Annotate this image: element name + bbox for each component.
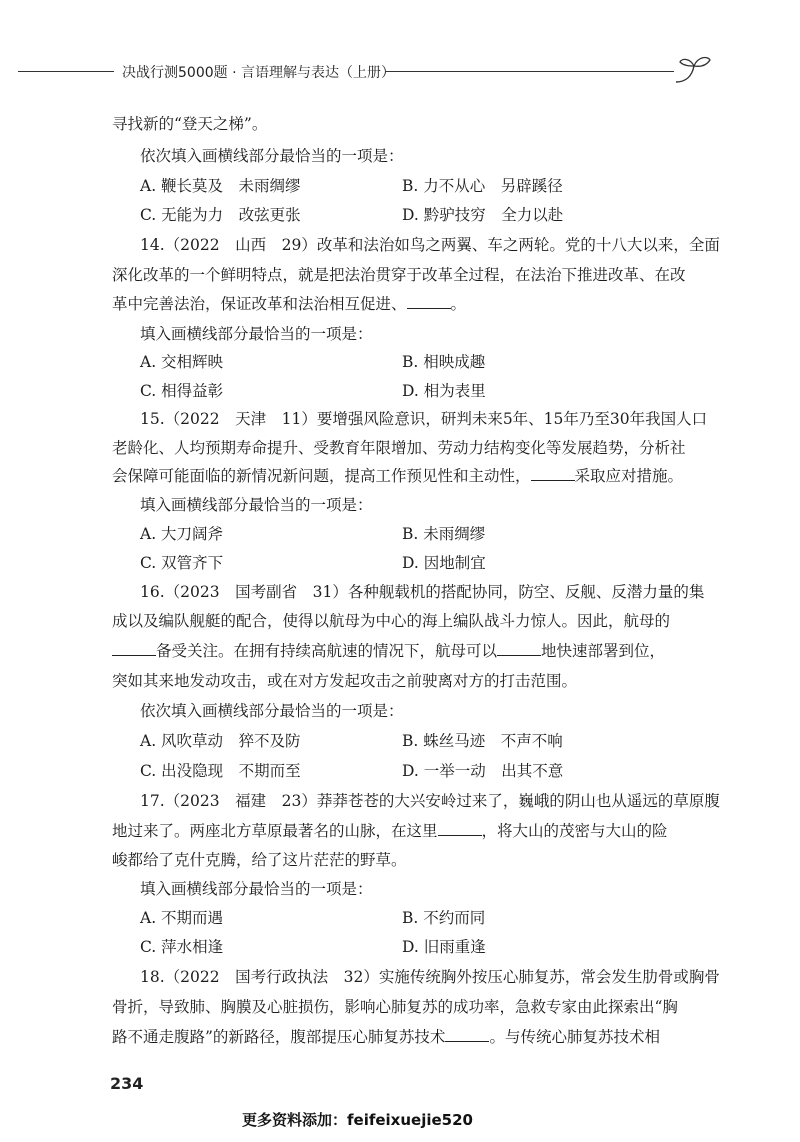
instruction: 填入画横线部分最恰当的一项是：	[140, 496, 373, 514]
text-line: 骨折，导致肺、胸膜及心脏损伤，影响心肺复苏的成功率，急救专家由此探索出“胸	[112, 998, 678, 1016]
option-a: A. 鞭长莫及 未雨绸缪	[140, 177, 301, 195]
option-b: B. 未雨绸缪	[402, 525, 486, 543]
text-line: 路不通走腹路”的新路径，腹部提压心肺复苏技术 。与传统心肺复苏技术相	[112, 1028, 660, 1046]
option-d: D. 一举一动 出其不意	[402, 762, 564, 780]
text-line: 革中完善法治，保证改革和法治相互促进、 。	[112, 295, 467, 313]
option-c: C. 出没隐现 不期而至	[140, 762, 301, 780]
text-line: 会保障可能面临的新情况新问题，提高工作预见性和主动性， 采取应对措施。	[112, 467, 684, 485]
text-line: 深化改革的一个鲜明特点，就是把法治贯穿于改革全过程，在法治下推进改革、在改	[112, 266, 686, 284]
option-d: D. 黔驴技穷 全力以赴	[402, 206, 564, 224]
option-b: B. 力不从心 另辟蹊径	[402, 177, 563, 195]
option-c: C. 相得益彰	[140, 382, 224, 400]
answer-blank[interactable]	[445, 1027, 489, 1042]
sprout-icon	[672, 52, 716, 86]
answer-blank[interactable]	[531, 466, 575, 481]
question-16: 16.（2023 国考副省 31）各种舰载机的搭配协同，防空、反舰、反潜力量的集	[140, 583, 705, 601]
option-a: A. 交相辉映	[140, 353, 224, 371]
option-a: A. 风吹草动 猝不及防	[140, 732, 301, 750]
text-line: 成以及编队舰艇的配合，使得以航母为中心的海上编队战斗力惊人。因此，航母的	[112, 612, 671, 630]
instruction: 依次填入画横线部分最恰当的一项是：	[140, 702, 404, 720]
option-a: A. 大刀阔斧	[140, 525, 224, 543]
option-d: D. 因地制宜	[402, 554, 486, 572]
option-a: A. 不期而遇	[140, 909, 224, 927]
answer-blank[interactable]	[407, 294, 451, 309]
question-14: 14.（2022 山西 29）改革和法治如鸟之两翼、车之两轮。党的十八大以来，全面	[140, 236, 720, 254]
question-15: 15.（2022 天津 11）要增强风险意识，研判未来5年、15年乃至30年我国人口	[140, 410, 708, 428]
text-line: 备受关注。在拥有持续高航速的情况下，航母可以 地快速部署到位，	[112, 640, 665, 662]
answer-blank[interactable]	[497, 641, 541, 656]
text-line: 峻都给了克什克腾，给了这片茫茫的野草。	[112, 851, 407, 869]
instruction: 依次填入画横线部分最恰当的一项是：	[140, 147, 404, 165]
option-d: D. 旧雨重逢	[402, 938, 486, 956]
running-header	[0, 58, 800, 86]
text-line: 寻找新的“登天之梯”。	[112, 115, 268, 133]
option-b: B. 蛛丝马迹 不声不响	[402, 732, 563, 750]
header-title: 决战行测5000题 · 言语理解与表达（上册）	[122, 65, 395, 81]
answer-blank[interactable]	[112, 641, 156, 656]
option-b: B. 不约而同	[402, 909, 486, 927]
question-18: 18.（2022 国考行政执法 32）实施传统胸外按压心肺复苏，常会发生肋骨或胸骨	[140, 968, 720, 986]
text-line: 突如其来地发动攻击，或在对方发起攻击之前驶离对方的打击范围。	[112, 672, 578, 690]
footer-note: 更多资料添加：feifeixuejie520	[242, 1111, 473, 1129]
instruction: 填入画横线部分最恰当的一项是：	[140, 880, 373, 898]
option-c: C. 双管齐下	[140, 554, 224, 572]
header-rule-left	[18, 71, 114, 72]
text-line: 地过来了。两座北方草原最著名的山脉，在这里 ，将大山的茂密与大山的险	[112, 822, 668, 840]
answer-blank[interactable]	[438, 821, 482, 836]
option-d: D. 相为表里	[402, 382, 486, 400]
option-b: B. 相映成趣	[402, 353, 486, 371]
page-number: 234	[110, 1074, 144, 1093]
text-line: 老龄化、人均预期寿命提升、受教育年限增加、劳动力结构变化等发展趋势，分析社	[112, 439, 686, 457]
header-rule-right	[386, 71, 674, 72]
question-17: 17.（2023 福建 23）莽莽苍苍的大兴安岭过来了，巍峨的阴山也从遥远的草原腹	[140, 792, 720, 810]
option-c: C. 萍水相逢	[140, 938, 224, 956]
instruction: 填入画横线部分最恰当的一项是：	[140, 325, 373, 343]
option-c: C. 无能为力 改弦更张	[140, 206, 301, 224]
